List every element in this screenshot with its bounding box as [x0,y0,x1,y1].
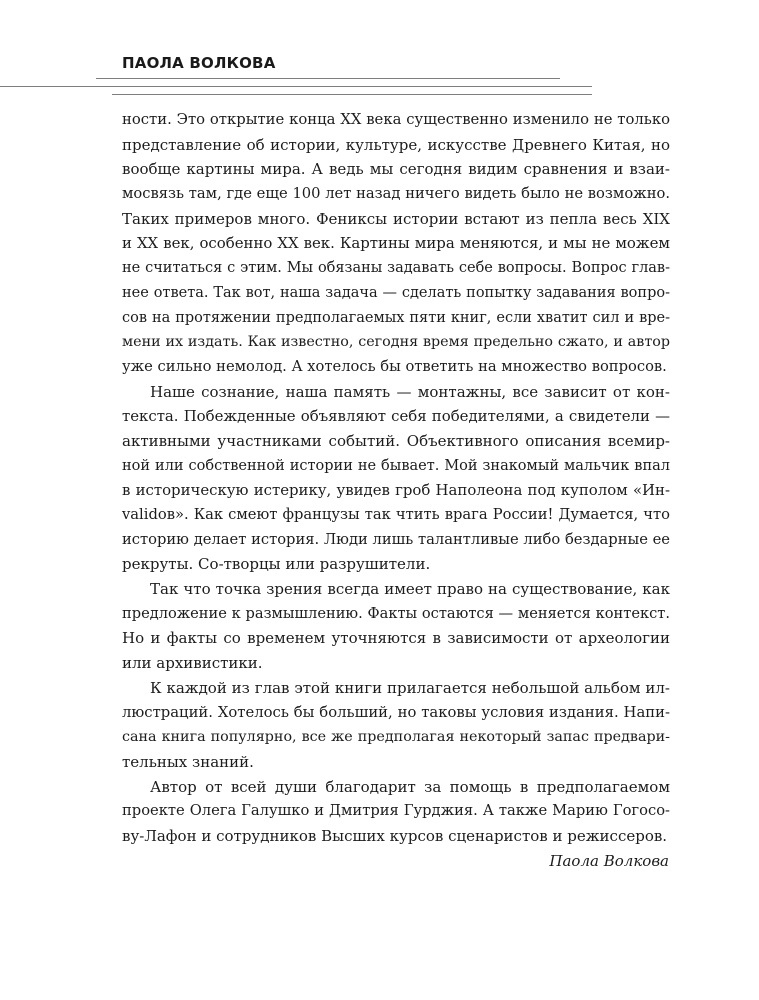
text-line: Таких примеров много. Фениксы истории встают из пепла весь XIX [122,209,670,228]
text-line: Но и факты со временем уточняются в зависимости от археологии [122,629,670,648]
text-line: или архивистики. [122,654,263,673]
text-line: ности. Это открытие конца XX века существенно изменило не только [122,111,670,128]
text-line: не считаться с этим. Мы обязаны задавать себе вопросы. Вопрос глав- [122,260,670,277]
text-line: историю делает история. Люди лишь талантливые либо бездарные ее [122,530,670,548]
body-text [122,108,670,849]
text-line: мени их издать. Как известно, сегодня время предельно сжато, и автор [122,334,670,351]
text-line: сана книга популярно, все же предполагая некоторый запас предвари- [122,729,670,746]
text-line: нее ответа. Так вот, наша задача — сделать попытку задавания вопро- [122,284,670,301]
text-line: текста. Побежденные объявляют себя победителями, а свидетели — [122,407,670,426]
header-rule-bottom [112,94,592,95]
text-line: validов». Как смеют французы так чтить врага России! Думается, что [122,506,670,523]
text-line: ву-Лафон и сотрудников Высших курсов сценаристов и режиссеров. [122,826,668,845]
text-line: активными участниками событий. Объективного описания всемир- [122,431,670,450]
running-header: ПАОЛА ВОЛКОВА [122,54,276,72]
text-line: сов на протяжении предполагаемых пяти книг, если хватит сил и вре- [122,309,670,326]
text-line: и XX век, особенно XX век. Картины мира меняются, и мы не можем [122,234,670,253]
text-line: рекруты. Со-творцы или разрушители. [122,555,431,574]
text-line: уже сильно немолод. А хотелось бы ответить на множество вопросов. [122,357,667,375]
text-line: мосвязь там, где еще 100 лет назад ничего видеть было не возможно. [122,185,670,203]
text-line: Наше сознание, наша память — монтажны, все зависит от кон- [150,382,670,401]
text-line: представление об истории, культуре, искусстве Древнего Китая, но [122,135,670,154]
header-rule-middle [0,86,592,87]
header-rule-top [96,78,560,79]
text-line: предложение к размышлению. Факты остаются — меняется контекст. [122,604,670,622]
text-line: проекте Олега Галушко и Дмитрия Гурджия. А также Марию Гогосо- [122,802,670,820]
text-line: люстраций. Хотелось бы больший, но таковы условия издания. Напи- [122,703,670,721]
text-line: Так что точка зрения всегда имеет право на существование, как [150,580,670,599]
text-line: К каждой из глав этой книги прилагается небольшой альбом ил- [150,678,670,697]
text-line: вообще картины мира. А ведь мы сегодня видим сравнения и взаи- [122,160,670,179]
text-line: в историческую истерику, увидев гроб Наполеона под куполом «Ин- [122,481,670,500]
text-line: ной или собственной истории не бывает. Мой знакомый мальчик впал [122,457,670,474]
text-line: тельных знаний. [122,752,254,771]
text-line: Автор от всей души благодарит за помощь в предполагаемом [150,777,670,796]
author-signature: Паола Волкова [549,852,669,870]
